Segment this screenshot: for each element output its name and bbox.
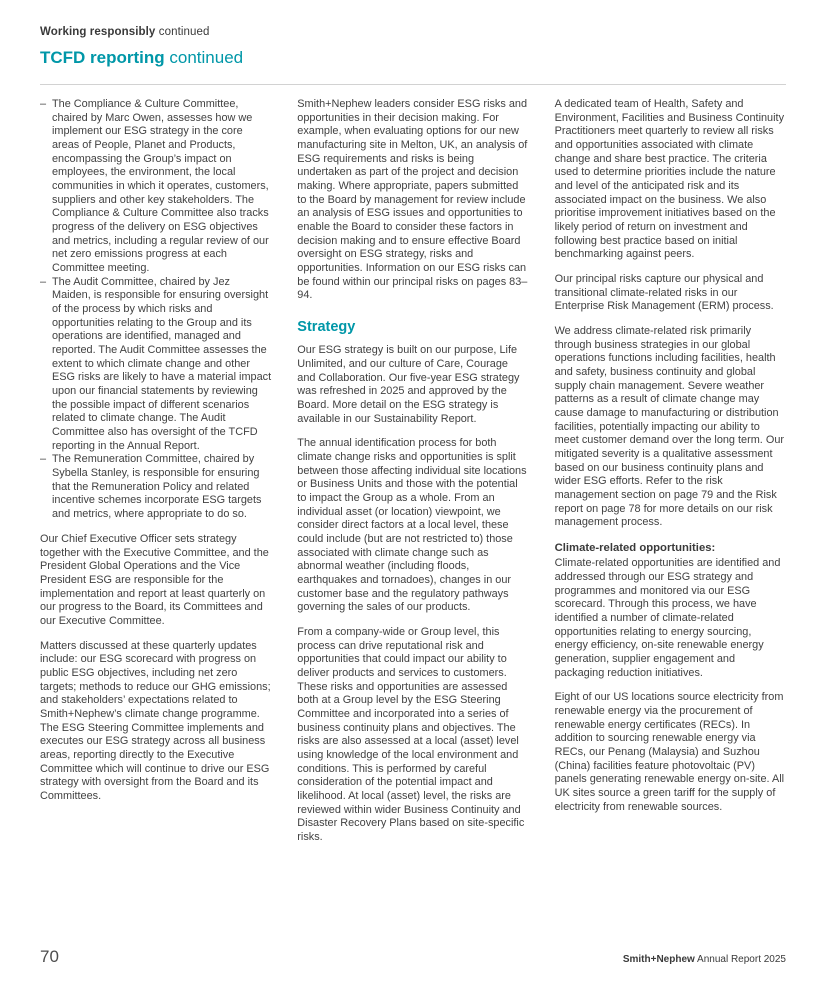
title-rest-text: continued [164, 48, 244, 67]
paragraph-opportunities-identified: Climate-related opportunities are identified and addressed through our ESG strategy and programmes and monitored via our ESG scorecard. Through this process, we have identified a number of climate-related opportunities relating to energy sourcing, energy efficiency, on-site renewable energy generation, supplier engagement and packaging reduction initiatives. [554, 557, 781, 679]
footer-brand-name: Smith+Nephew [622, 954, 695, 965]
column-2 [297, 98, 528, 856]
list-item-remuneration-committee: – The Remuneration Committee, chaired by Sybella Stanley, is responsible for ensuring that the Remuneration Policy and related incentive schemes incorporate ESG targets and metrics, where appropriate to do so. [40, 453, 271, 521]
paragraph-renewable-energy: Eight of our US locations source electricity from renewable energy via the procurement of renewable energy certificates (RECs). In addition to sourcing renewable energy via RECs, our Penang (Malaysia) and Suzhou (China) facilities feature photovoltaic (PV) panels generating renewable energy on-site. All UK sites source a green tariff for the supply of electricity from renewable sources. [554, 691, 785, 813]
paragraph-esg-purpose: Our ESG strategy is built on our purpose, Life Unlimited, and our culture of Care, Courage and Collaboration. Our five-year ESG strategy was refreshed in 2025 and approved by the Board. More detail on the ESG strategy is available in our Sustainability Report. [297, 344, 520, 425]
page-number: 70 [40, 947, 59, 966]
list-item-audit-committee: – The Audit Committee, chaired by Jez Maiden, is responsible for ensuring oversight of the process by which risks and opportunities relating to the Group and its operations are identified, managed and reported. The Audit Committee assesses the extent to which climate change and other ESG risks are likely to have a material impact upon our financial statements by reviewing the possible impact of different scenarios related to climate change. The Audit Committee also has oversight of the TCFD reporting in the Annual Report. [40, 276, 271, 454]
page-header [40, 26, 786, 85]
eyebrow-rest-text: continued [155, 26, 210, 38]
committee-list [40, 98, 271, 522]
header-divider [40, 84, 786, 85]
page-title [40, 48, 786, 68]
paragraph-identification-process: The annual identification process for both climate change risks and opportunities is split between those affecting individual site locations or Business Units and those with the potential to impact the Group as a whole. From an individual asset (or location) viewpoint, we consider direct factors at a local level, these could include (but are not restricted to) those associated with climate change such as abnormal weather (including floods, earthquakes and tornadoes), changes in our customer base and the regulatory pathways governing the sales of our products. [297, 437, 527, 614]
paragraph-climate-risk-strategies: We address climate-related risk primarily through business strategies in our global operations functions including facilities, health and safety, business continuity and global supply chain management. Severe weather patterns as a result of climate change may cause damage to manufacturing or distribution facilities, potentially impacting our ability to meet customer demand over the long term. Our mitigated severity is a qualitative assessment based on our business continuity plans and wider ESG efforts. Refer to the risk management section on page 79 and the Risk report on page 78 for more details on our risk management process. [554, 325, 785, 529]
paragraph-leaders-esg: Smith+Nephew leaders consider ESG risks and opportunities in their decision making. For example, when evaluating options for our new manufacturing site in Melton, UK, an analysis of ESG requirements and risks is being undertaken as part of the project and decision making. Where appropriate, papers submitted to the Board by management for review include an analysis of ESG issues and opportunities to enable the Board to consider these factors in decision making and to ensure effective Board oversight on ESG strategy, risks and opportunities. Information on our ESG risks can be found within our principal risks on pages 83–94. [297, 98, 528, 302]
paragraph-ceo-strategy: Our Chief Executive Officer sets strategy together with the Executive Committee, and the President Global Operations and the Vice President ESG are responsible for the implementation and report at least quarterly on our progress to the Board, its Committees and our Executive Committee. [40, 532, 269, 627]
paragraph-quarterly-updates: Matters discussed at these quarterly updates include: our ESG scorecard with progress on public ESG objectives, including net zero targets; methods to reduce our GHG emissions; and stakeholders’ expectations related to Smith+Nephew’s climate change programme. The ESG Steering Committee implements and executes our ESG strategy across all business areas, reporting directly to the Executive Committee which will continue to drive our ESG strategy with oversight from the Board and its Committees. [40, 639, 271, 802]
climate-opportunities-heading: Climate-related opportunities: [554, 542, 716, 555]
page-footer [40, 947, 786, 967]
paragraph-dedicated-team: A dedicated team of Health, Safety and Environment, Facilities and Business Continuity Practitioners meet quarterly to review all risks and opportunities associated with climate change and share best practice. The criteria used to determine priorities include the nature and level of the anticipated risk and its associated impact on the business. We also prioritise improvement initiatives based on the likely period of return on investment and following best practice based on initial benchmarking against peers. [554, 98, 785, 261]
footer-report-label: Annual Report 2025 [694, 954, 786, 965]
strategy-heading: Strategy [297, 319, 356, 336]
list-item-compliance-committee: – The Compliance & Culture Committee, chaired by Marc Owen, assesses how we implement our ESG strategy in the core areas of People, Planet and Products, encompassing the Group’s impact on employees, the environment, the local communities in which it operates, customers, suppliers and other key stakeholders. The Compliance & Culture Committee also tracks progress of the delivery on ESG objectives and metrics, including a regular review of our net zero emissions progress at each Committee meeting. [40, 98, 271, 276]
paragraph-group-level-risk: From a company-wide or Group level, this process can drive reputational risk and opportunities that could impact our ability to deliver products and services to customers. These risks and opportunities are assessed both at a Group level by the ESG Steering Committee and incorporated into a series of business continuity plans and objectives. The risks are also assessed at a local (asset) level using knowledge of the local environment and conditions. This is performed by careful consideration of the potential impact and likelihood. At local (asset) level, the risks are reviewed within wider Business Continuity and Disaster Recovery Plans based on site-specific risks. [297, 626, 525, 844]
content-columns [40, 98, 786, 856]
column-1 [40, 98, 271, 856]
title-bold-text: TCFD reporting [40, 48, 165, 67]
paragraph-principal-risks: Our principal risks capture our physical and transitional climate-related risks in our Enterprise Risk Management (ERM) process. [554, 273, 774, 313]
eyebrow-bold-text: Working responsibly [40, 26, 156, 38]
section-eyebrow [40, 26, 786, 38]
footer-brand [623, 954, 786, 965]
column-3 [555, 98, 786, 856]
